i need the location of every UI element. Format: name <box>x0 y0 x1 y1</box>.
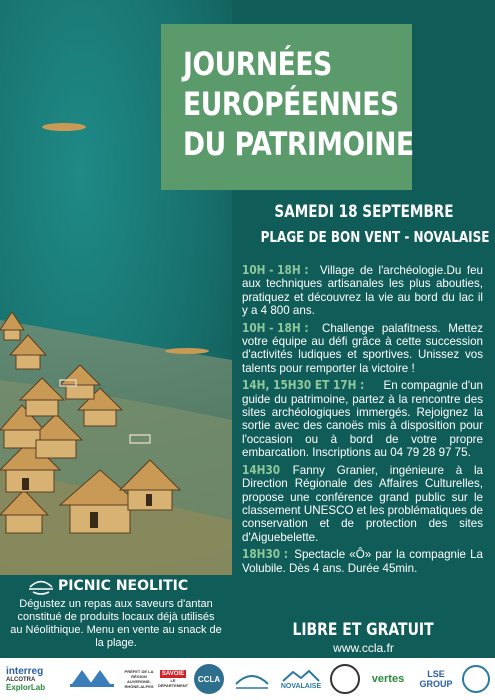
program-time: 14H30 <box>242 461 281 477</box>
website-link[interactable]: www.ccla.fr <box>333 641 394 655</box>
program-time: 10H - 18H : <box>242 319 309 335</box>
lse-group-logo: LSE GROUP <box>419 669 453 689</box>
palafittes-logo <box>66 662 122 696</box>
title-line-1: JOURNÉES <box>183 45 332 83</box>
program-text: Fanny Granier, ingénieure à la Direction Régionale des Affaires Culturelles, propose une conférence grand public sur le classement UNESCO et les problématiques de conservation et de protection des sites d'Aiguebelette. <box>242 463 484 544</box>
program-text: Challenge palafitness. Mettez votre équipe au défi grâce à cette succession d'activités ludiques et sportives. Unissez vos talents pour remporter la victoire ! <box>242 321 483 375</box>
savoie-logo: SAVOIE LE DÉPARTEMENT <box>157 671 189 688</box>
partner-logos <box>0 658 495 700</box>
event-place: PLAGE DE BON VENT - NOVALAISE <box>260 228 490 246</box>
free-entry-label: LIBRE ET GRATUIT <box>292 620 435 640</box>
program-time: 18H30 : <box>242 546 289 562</box>
program-item <box>242 263 483 318</box>
round-partner-logo <box>330 664 360 694</box>
title-line-2: EUROPÉENNES <box>183 85 399 123</box>
prefet-logo: PRÉFET DE LA RÉGION AUVERGNE-RHÔNE-ALPES <box>124 669 154 689</box>
program-text: Village de l'archéologie.Du feu aux techniques artisanales les plus abouties, pratiquez et découvrez la vie au bord du lac il y a 4 800 ans. <box>242 264 483 318</box>
vertes-logo: vertes <box>371 673 405 685</box>
novalaise-logo: NOVALAISE <box>276 662 326 696</box>
ccla-lake-logo <box>232 662 272 696</box>
program-text: En compagnie d'un guide du patrimoine, partez à la rencontre des sites archéologiques immergés. Rejoignez la sortie avec des canoës mis à disposition pour l'occasion ou à bord de votre propre embarcation. Inscriptions au 04 79 28 97 75. <box>242 379 483 460</box>
picnic-text: Dégustez un repas aux saveurs d'antan constitué de produits locaux déjà utilisés au Néolithique. Menu en vente au snack de la plage. <box>10 598 222 649</box>
interreg-logo: interreg ALCOTRA ExplorLab <box>6 666 46 692</box>
program-item <box>242 321 483 376</box>
program-time: 14H, 15H30 ET 17H : <box>242 377 365 393</box>
event-date: SAMEDI 18 SEPTEMBRE <box>273 202 454 222</box>
picnic-title: PICNIC NEOLITIC <box>58 578 189 594</box>
title-line-3: DU PATRIMOINE <box>183 125 414 163</box>
program-time: 10H - 18H : <box>242 262 309 277</box>
title-box <box>161 24 412 190</box>
program-list <box>242 263 483 578</box>
program-item <box>242 378 483 459</box>
program-text: Spectacle «Ô» par la compagnie La Volubile. Dès 4 ans. Durée 45min. <box>242 548 483 575</box>
aiguebelette-logo <box>462 665 490 693</box>
picnic-icon <box>28 578 54 596</box>
ccla-logo: CCLA <box>194 664 224 694</box>
program-item <box>242 463 483 544</box>
program-item <box>242 547 483 575</box>
